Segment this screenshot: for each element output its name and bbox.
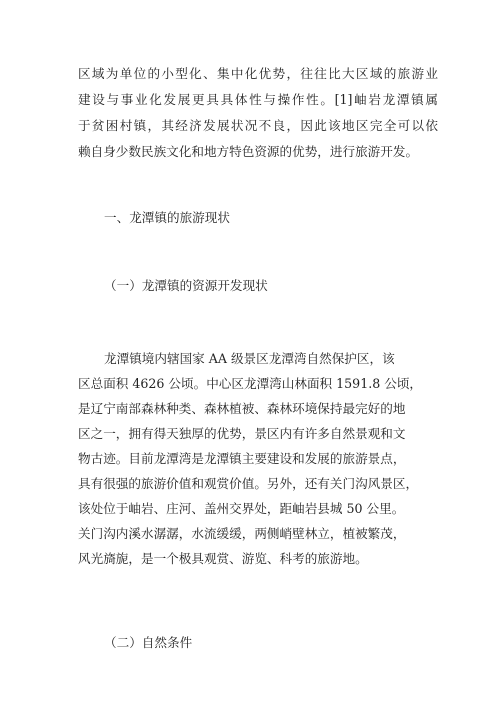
text-line: 物古迹。目前龙潭湾是龙潭镇主要建设和发展的旅游景点， (78, 451, 406, 466)
text-line: 区域为单位的小型化、集中化优势，往往比大区域的旅游业 (78, 66, 438, 81)
text-line: 风光旖旎，是一个极具观赏、游览、科考的旅游地。 (78, 551, 368, 566)
text-line: 建设与事业化发展更具具体性与操作性。[1]岫岩龙潭镇属 (78, 92, 438, 107)
text-line: 于贫困村镇，其经济发展状况不良，因此该地区完全可以依 (78, 118, 438, 133)
text-line: 赖自身少数民族文化和地方特色资源的优势，进行旅游开发。 (78, 144, 419, 159)
section-heading: 一、龙潭镇的旅游现状 (104, 210, 230, 225)
text-line: 具有很强的旅游价值和观赏价值。另外，还有关门沟风景区， (78, 476, 419, 491)
subsection-heading: （一）龙潭镇的资源开发现状 (104, 278, 268, 293)
text-line: 区总面积 4626 公顷。中心区龙潭湾山林面积 1591.8 公顷， (78, 376, 423, 391)
subsection-heading: （二）自然条件 (104, 635, 193, 650)
text-line: 该处位于岫岩、庄河、盖州交界处，距岫岩县城 50 公里。 (78, 501, 405, 516)
text-line: 关门沟内溪水潺潺，水流缓缓，两侧峭壁林立，植被繁茂， (78, 526, 406, 541)
text-line: 区之一，拥有得天独厚的优势，景区内有许多自然景观和文 (78, 426, 406, 441)
text-line: 是辽宁南部森林种类、森林植被、森林环境保持最完好的地 (78, 401, 406, 416)
text-line: 龙潭镇境内辖国家 AA 级景区龙潭湾自然保护区，该 (104, 351, 395, 366)
